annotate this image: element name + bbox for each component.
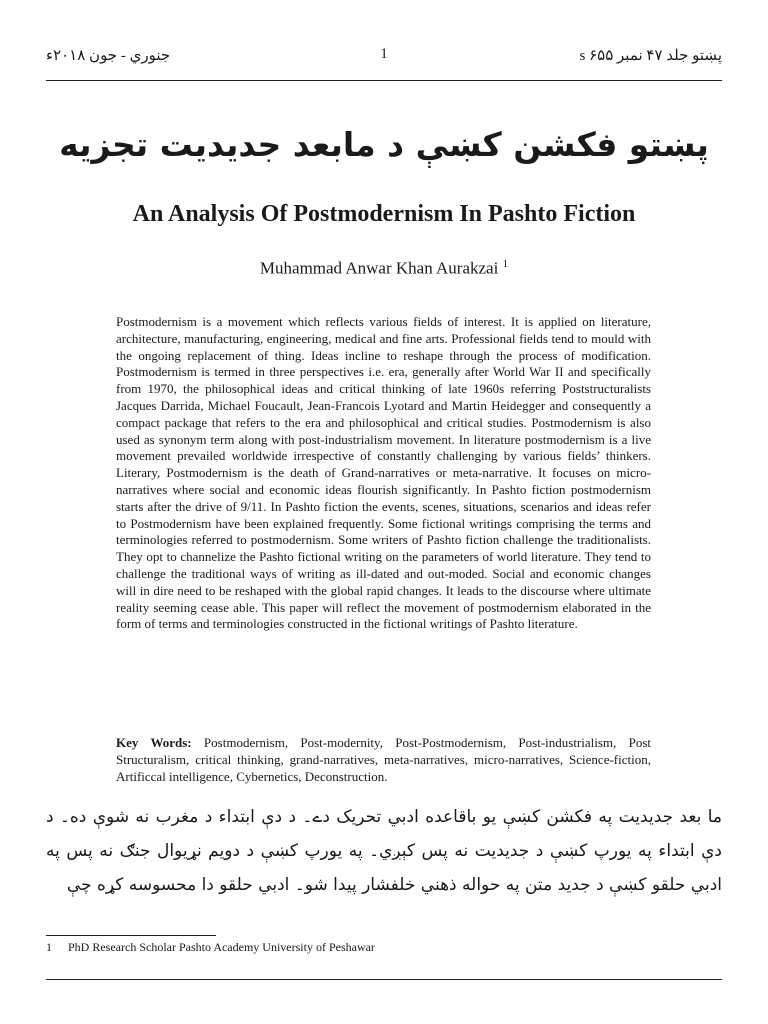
- header-date: جنوري - جون ۲۰۱۸ء: [46, 48, 171, 64]
- footer-rule: [46, 979, 722, 980]
- author-line: [46, 252, 722, 281]
- footnote: [46, 939, 375, 955]
- header-journal-info: پښتو جلد ۴۷ نمبر ۶۵۵ s: [579, 48, 722, 64]
- abstract: Postmodernism is a movement which reflects various fields of interest. It is applied on literature, architecture, manufacturing, engineering, medical and fine arts. Professional fields tend to mould with the ongoing replacement of thing. Ideas incline to reshape through the process of modification. Postmodernism is termed in three perspectives i.e. era, generally after World War II and specifically from 1970, the philosophical ideas and critical thinking of late 1960s referring Poststructuralists Jacques Darrida, Michael Foucault, Jean-Francois Lyotard and Martin Heidegger and consequently a compact package that refers to the era and philosophical and critical studies. Postmodernism is also used as synonym term along with post-industrialism movement. In literature postmodernism is a live movement prevailed worldwide irrespective of constantly challenging by various fields’ thinkers. Literary, Postmodernism is the death of Grand-narratives or meta-narrative. It focuses on micro-narratives where social and economic ideas flourish significantly. In Pashto fiction postmodernism starts after the drive of 9/11. In Pashto fiction the events, scenes, situations, scenarios and ideas refer to Postmodernism have been explained frequently. Some fictional writings comprising the terms and terminologies referred to postmodernism. Some writers of Pashto fiction challenge the traditionalists. They opt to channelize the Pashto fictional writing on the parameters of world literature. They tend to challenge the traditional ways of writing as ill-dated and out-moded. Social and economic changes will in dire need to be reshaped with the global rapid changes. It leads to the discourse where ultimate reality seeming cease able. This paper will reflect the movement of postmodernism elaborated in the form of terms and terminologies constructed in the fictional writings of Pashto literature.: [116, 314, 651, 632]
- keywords-text: Postmodernism, Post-modernity, Post-Postmodernism, Post-industrialism, Post Structuralism, critical thinking, grand-narratives, meta-narratives, micro-narratives, Science-fiction, Artificcal intelligence, Cybernetics, Deconstruction.: [116, 735, 651, 784]
- footnote-text: PhD Research Scholar Pashto Academy University of Peshawar: [68, 940, 375, 954]
- footnote-number: 1: [46, 940, 52, 954]
- keywords: [116, 735, 651, 785]
- author-name: Muhammad Anwar Khan Aurakzai: [259, 258, 499, 278]
- running-header: [46, 46, 722, 76]
- footnote-rule: [46, 935, 216, 936]
- body-pashto-text: ما بعد جدیدیت په فکشن کښې یو باقاعده ادبي تحریک دے۔ د دې ابتداء د مغرب نه شوې ده۔ د دې ابتداء په یورپ کښې د جدیدیت نه پس کېږي۔ په یورپ کښې د دویم نړیوال جنګ نه پس په ادبي حلقو کښې د جدید متن په حواله ذهني خلفشار پیدا شو۔ ادبي حلقو دا محسوسه کړه چې: [46, 807, 722, 895]
- english-title: An Analysis Of Postmodernism In Pashto Fiction: [132, 201, 636, 227]
- pashto-title: پښتو فکشن کښې د مابعد جدیدیت تجزیه: [59, 125, 709, 164]
- keywords-label: Key Words:: [116, 735, 192, 750]
- header-rule: [46, 80, 722, 81]
- author-footnote-ref: 1: [502, 258, 509, 270]
- page-number: 1: [380, 46, 388, 62]
